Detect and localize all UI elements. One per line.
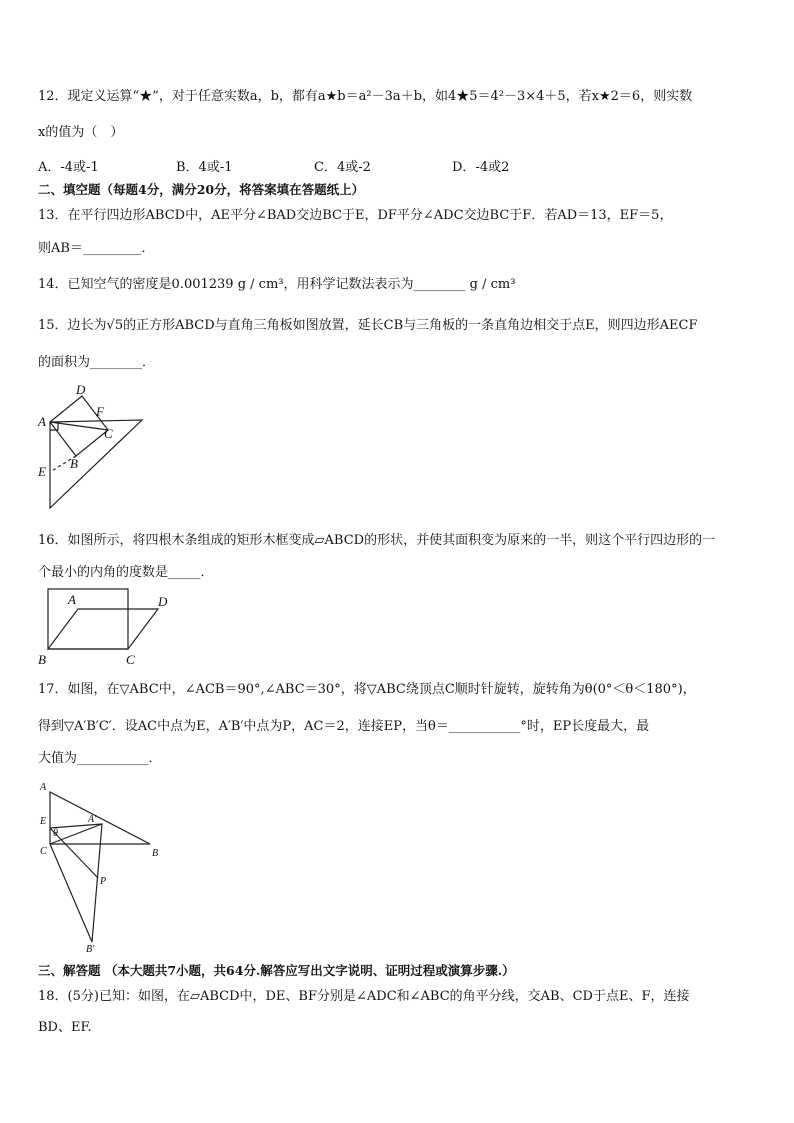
choice-b: B．4或-1 — [176, 160, 233, 175]
q17-figure — [36, 778, 166, 954]
section3-heading: 三、解答题 （本大题共7小题，共64分.解答应写出文字说明、证明过程或演算步骤.） — [38, 963, 515, 978]
q17-line2: 得到▽A′B′C′．设AC中点为E，A′B′中点为P，AC＝2，连接EP，当θ＝___________°时，EP长度最大，最 — [38, 719, 650, 734]
label-e: E — [38, 464, 46, 479]
choice-d: D．-4或2 — [452, 160, 510, 175]
label-d: D — [76, 382, 86, 397]
label-b: B — [38, 652, 46, 667]
q18-line2: BD、EF. — [38, 1020, 92, 1035]
label-c: C — [126, 652, 135, 667]
q13-line1: 13．在平行四边形ABCD中，AE平分∠BAD交边BC于E，DF平分∠ADC交边BC于F．若AD＝13，EF＝5， — [38, 208, 673, 223]
q18-line1: 18．(5分)已知：如图，在▱ABCD中，DE、BF分别是∠ADC和∠ABC的角平分线，交AB、CD于点E、F，连接 — [38, 989, 690, 1004]
parallelogram-abcd — [48, 609, 158, 649]
label-e: E — [40, 816, 47, 827]
choice-a: A．-4或-1 — [38, 160, 99, 175]
label-b-prime: B′ — [86, 944, 95, 954]
label-a: A — [68, 592, 76, 607]
diagonal-ac — [50, 422, 108, 430]
q17-line3: 大值为___________． — [38, 751, 162, 766]
triangle-abc — [50, 792, 150, 844]
label-c: C — [40, 846, 47, 857]
label-a: A — [38, 414, 46, 429]
label-p: P — [100, 876, 107, 887]
q12-line1: 12．现定义运算“★”，对于任意实数a，b，都有a★b＝a²－3a＋b，如4★5＝4²－3×4＋5，若x★2＝6，则实数 — [38, 89, 693, 104]
q13-line2: 则AB＝_________． — [38, 241, 155, 256]
q12-choices — [38, 156, 758, 174]
q16-line2: 个最小的内角的度数是_____． — [38, 565, 214, 580]
original-rectangle — [48, 589, 128, 649]
q15-line2: 的面积为________． — [38, 355, 156, 370]
label-a: A — [40, 782, 47, 793]
q15-line1: 15．边长为√5的正方形ABCD与直角三角板如图放置，延长CB与三角板的一条直角边相交于点E，则四边形AECF — [38, 318, 698, 333]
label-theta: θ — [53, 828, 58, 839]
q12-line2: x的值为（ ） — [38, 125, 124, 140]
choice-c: C．4或-2 — [314, 160, 371, 175]
label-d: D — [158, 594, 168, 609]
label-b: B — [70, 456, 78, 471]
q16-figure — [34, 584, 184, 670]
q14-line1: 14．已知空气的密度是0.001239 g / cm³，用科学记数法表示为________ g / cm³ — [38, 277, 516, 292]
q16-line1: 16．如图所示，将四根木条组成的矩形木框变成▱ABCD的形状，并使其面积变为原来的一半，则这个平行四边形的一 — [38, 533, 716, 548]
q15-figure — [34, 380, 154, 512]
section2-heading: 二、填空题（每题4分，满分20分，将答案填在答题纸上） — [38, 182, 365, 197]
label-c: C — [104, 426, 113, 441]
triangle-a1b1c — [50, 824, 102, 942]
label-f: F — [96, 404, 104, 419]
label-b: B — [152, 848, 159, 859]
label-a-prime: A′ — [88, 814, 97, 825]
q17-line1: 17．如图，在▽ABC中，∠ACB＝90°,∠ABC＝30°，将▽ABC绕顶点C顺时针旋转，旋转角为θ(0°＜θ＜180°)， — [38, 682, 696, 697]
